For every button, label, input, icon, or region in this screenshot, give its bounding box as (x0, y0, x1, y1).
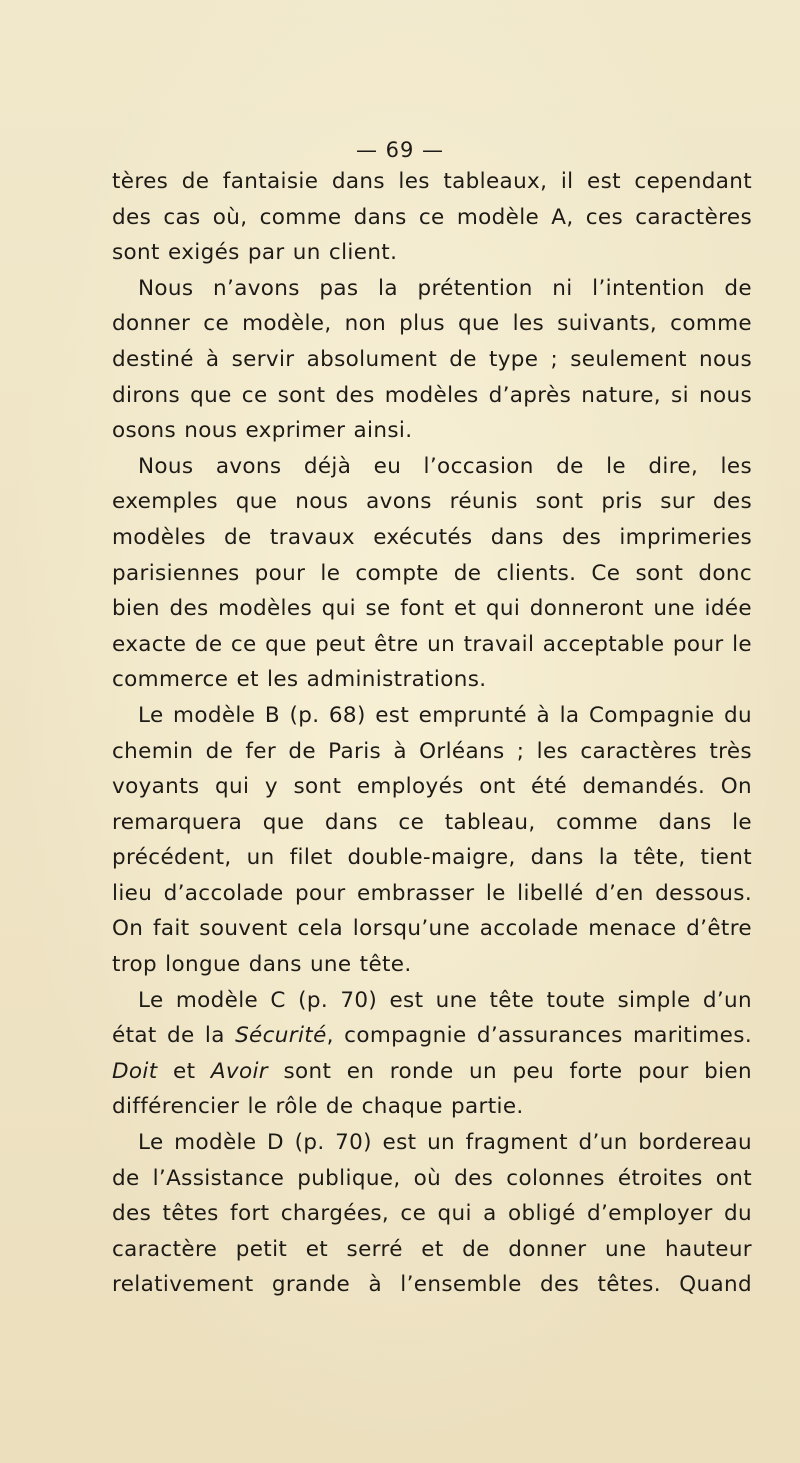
paragraph-5-text-b: , compagnie d’assurances maritimes. (326, 1023, 752, 1049)
paragraph-4: Le modèle B (p. 68) est emprunté à la Compagnie du chemin de fer de Paris à Orléans ; les caractères très voyants qui y sont employés ont été demandés. On remarquera que dans ce tableau, comme dans le précédent, un filet double-maigre, dans la tête, tient lieu d’accolade pour embrasser le libellé d’en dessous. On fait souvent cela lorsqu’une accolade menace d’être trop longue dans une tête. (112, 702, 752, 978)
paragraph-2: Nous n’avons pas la prétention ni l’intention de donner ce modèle, non plus que les suivants, comme destiné à servir absolument de type ; seulement nous dirons que ce sont des modèles d’après nature, si nous osons nous exprimer ainsi. (112, 275, 752, 444)
paragraph-5 (112, 983, 752, 1125)
paragraph-1: tères de fantaisie dans les tableaux, il est cependant des cas où, comme dans ce modèle A, ces caractères sont exigés par un client. (112, 169, 752, 266)
italic-doit: Doit (112, 1058, 158, 1084)
page-number: — 69 — (355, 138, 445, 162)
italic-securite: Sécurité (235, 1023, 327, 1049)
paragraph-3: Nous avons déjà eu l’occasion de le dire, les exemples que nous avons réunis sont pris sur des modèles de travaux exécutés dans des imprimeries parisiennes pour le compte de clients. Ce sont donc bien des modèles qui se font et qui donneront une idée exacte de ce que peut être un travail acceptable pour le commerce et les administrations. (112, 453, 752, 693)
paragraph-5-text-c: et (157, 1058, 211, 1084)
paragraph-5-text-a: Le modèle C (p. 70) est une tête toute simple d’un état de la (112, 987, 752, 1049)
italic-avoir: Avoir (210, 1058, 268, 1084)
body-text (112, 164, 752, 1303)
paragraph-6: Le modèle D (p. 70) est un fragment d’un bordereau de l’Assistance publique, où des colonnes étroites ont des têtes fort chargées, ce qui a obligé d’employer du caractère petit et serré et de donner une hauteur relativement grande à l’ensemble des têtes. Quand (112, 1130, 752, 1298)
paragraph-5-text-d: sont en ronde un peu forte pour bien différencier le rôle de chaque partie. (112, 1058, 752, 1120)
